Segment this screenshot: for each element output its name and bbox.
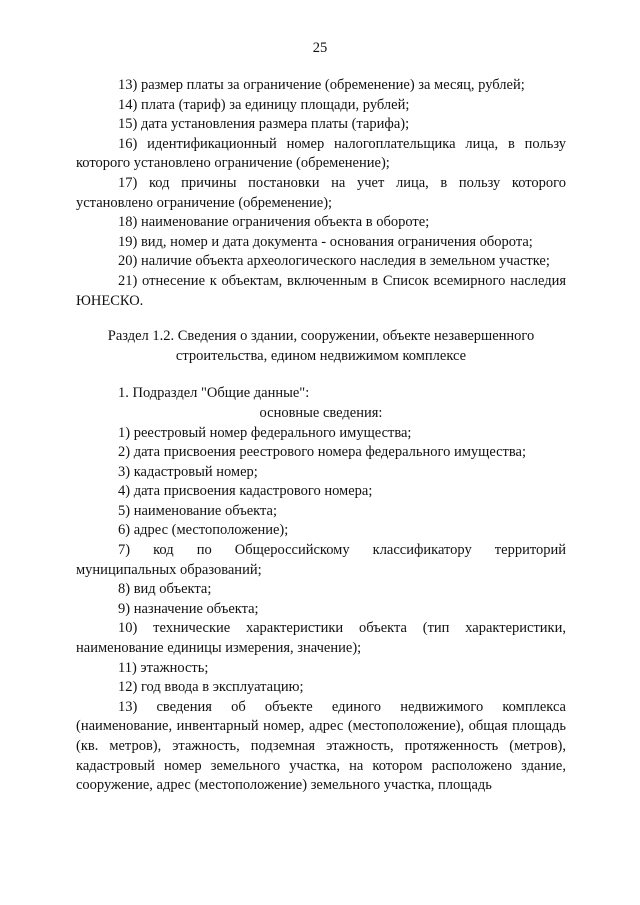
list-item: 16) идентификационный номер налогоплательщика лица, в пользу которого установлено ограничение (обременение); [76,135,566,172]
list-item: 6) адрес (местоположение); [118,522,289,539]
list-item: 5) наименование объекта; [118,502,277,519]
list-item: 4) дата присвоения кадастрового номера; [118,483,373,500]
list-item: 2) дата присвоения реестрового номера федерального имущества; [118,444,527,461]
list-item: 21) отнесение к объектам, включенным в Список всемирного наследия ЮНЕСКО. [76,272,566,309]
section-heading [76,327,566,366]
subsection-title: 1. Подраздел "Общие данные": [118,385,310,402]
document-body [76,76,566,796]
list-item: 19) вид, номер и дата документа - основания ограничения оборота; [118,233,533,250]
list-item: 13) сведения об объекте единого недвижимого комплекса (наименование, инвентарный номер, адрес (местоположение), общая площадь (кв. метров), этажность, подземная этажность, протяженность (метров), кадастровый номер земельного участка, на котором расположено здание, сооружение, адрес (местоположение) земельного участка, площадь [76,698,566,794]
list-item: 11) этажность; [118,659,209,676]
section-heading-line: Раздел 1.2. Сведения о здании, сооружении, объекте незавершенного [107,328,535,345]
list-item: 14) плата (тариф) за единицу площади, рублей; [118,96,410,113]
list-item: 7) код по Общероссийскому классификатору территорий муниципальных образований; [76,542,566,578]
page-number: 25 [312,40,328,56]
list-item: 18) наименование ограничения объекта в обороте; [118,214,430,231]
list-item: 12) год ввода в эксплуатацию; [118,679,304,696]
list-item: 20) наличие объекта археологического наследия в земельном участке; [118,253,550,270]
list-item: 15) дата установления размера платы (тарифа); [118,116,410,133]
list-item: 10) технические характеристики объекта (тип характеристики, наименование единицы измерения, значение); [76,620,566,657]
basic-info-label: основные сведения: [259,404,383,421]
list-item: 9) назначение объекта; [118,600,259,617]
list-item: 8) вид объекта; [118,581,212,598]
list-item: 13) размер платы за ограничение (обременение) за месяц, рублей; [118,77,525,93]
list-item: 1) реестровый номер федерального имущества; [118,424,412,441]
list-item: 17) код причины постановки на учет лица, в пользу которого установлено ограничение (обременение); [76,174,566,211]
section-heading-line: строительства, едином недвижимом комплексе [175,347,467,364]
list-item: 3) кадастровый номер; [118,463,258,480]
